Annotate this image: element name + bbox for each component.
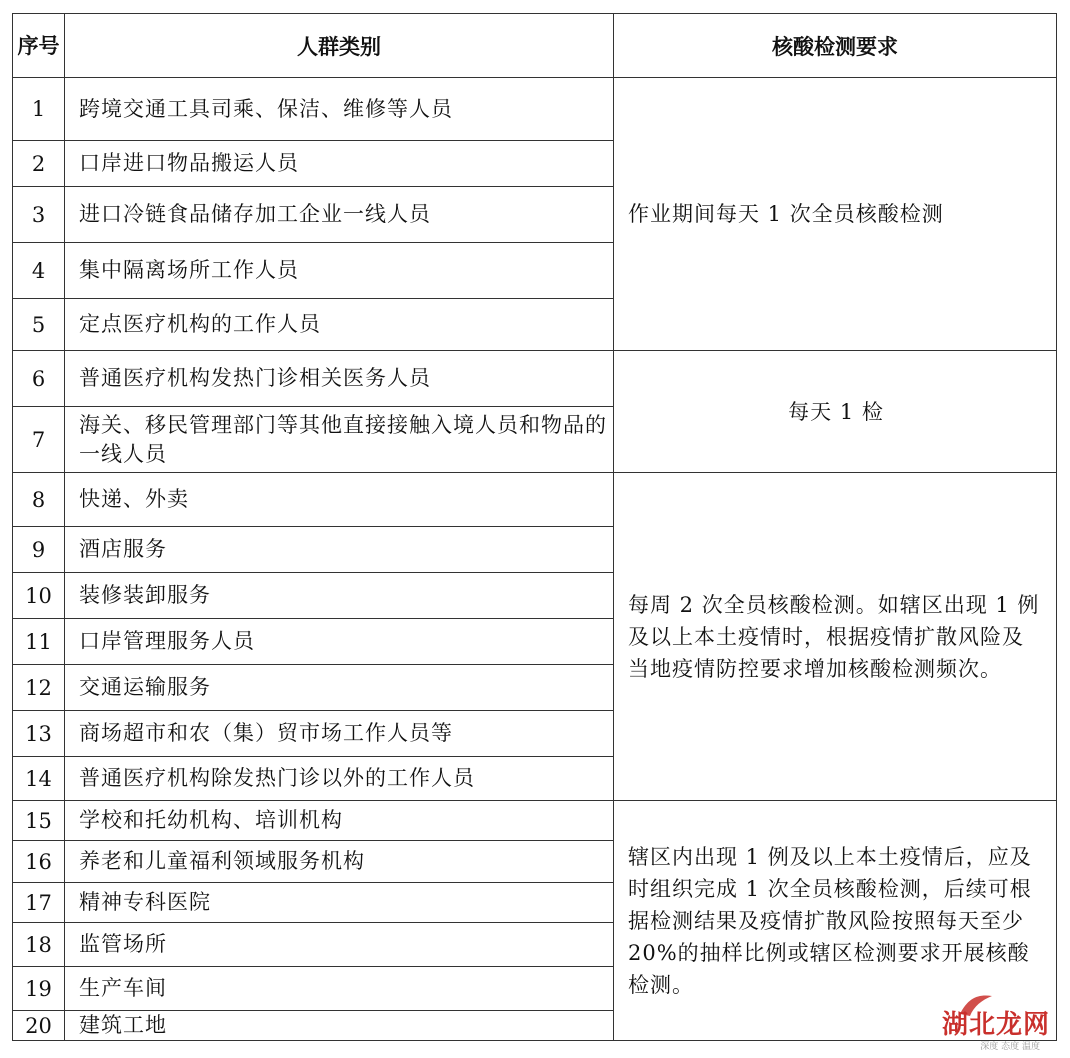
header-category: 人群类别: [65, 14, 614, 78]
table-row: [13, 78, 1057, 141]
row-category: 跨境交通工具司乘、保洁、维修等人员: [65, 78, 614, 141]
table-row: [13, 351, 1057, 407]
row-category: 学校和托幼机构、培训机构: [65, 801, 614, 841]
row-category: 酒店服务: [65, 527, 614, 573]
table-row: [13, 801, 1057, 841]
row-category: 商场超市和农（集）贸市场工作人员等: [65, 711, 614, 757]
row-category: 海关、移民管理部门等其他直接接触入境人员和物品的一线人员: [65, 407, 614, 473]
row-number: 10: [13, 573, 65, 619]
header-seq: 序号: [13, 14, 65, 78]
row-category: 口岸管理服务人员: [65, 619, 614, 665]
testing-requirements-table: [12, 13, 1057, 1041]
row-number: 16: [13, 841, 65, 883]
row-category: 精神专科医院: [65, 883, 614, 923]
row-number: 14: [13, 757, 65, 801]
row-number: 2: [13, 141, 65, 187]
site-watermark: [928, 1000, 1058, 1052]
requirement-group-4: 辖区内出现 1 例及以上本土疫情后，应及时组织完成 1 次全员核酸检测，后续可根据检测结果及疫情扩散风险按照每天至少 20%的抽样比例或辖区检测要求开展核酸检测。: [614, 801, 1057, 1041]
row-number: 15: [13, 801, 65, 841]
row-number: 18: [13, 923, 65, 967]
row-category: 建筑工地: [65, 1011, 614, 1041]
requirement-group-2: 每天 1 检: [614, 351, 1057, 473]
row-number: 19: [13, 967, 65, 1011]
row-number: 7: [13, 407, 65, 473]
row-number: 8: [13, 473, 65, 527]
row-number: 11: [13, 619, 65, 665]
row-number: 17: [13, 883, 65, 923]
watermark-logo-text: 湖北龙网: [941, 1010, 1050, 1040]
row-number: 3: [13, 187, 65, 243]
row-number: 1: [13, 78, 65, 141]
requirement-group-3: 每周 2 次全员核酸检测。如辖区出现 1 例及以上本土疫情时，根据疫情扩散风险及当地疫情防控要求增加核酸检测频次。: [614, 473, 1057, 801]
row-number: 9: [13, 527, 65, 573]
row-category: 装修装卸服务: [65, 573, 614, 619]
row-category: 定点医疗机构的工作人员: [65, 299, 614, 351]
table-header-row: [13, 14, 1057, 78]
row-number: 5: [13, 299, 65, 351]
row-category: 普通医疗机构发热门诊相关医务人员: [65, 351, 614, 407]
row-category: 交通运输服务: [65, 665, 614, 711]
row-category: 快递、外卖: [65, 473, 614, 527]
row-category: 监管场所: [65, 923, 614, 967]
row-category: 普通医疗机构除发热门诊以外的工作人员: [65, 757, 614, 801]
header-requirement: 核酸检测要求: [614, 14, 1057, 78]
requirement-group-1: 作业期间每天 1 次全员核酸检测: [614, 78, 1057, 351]
row-number: 4: [13, 243, 65, 299]
table-row: [13, 473, 1057, 527]
row-number: 12: [13, 665, 65, 711]
watermark-slogan: 深度 态度 温度: [980, 1042, 1040, 1052]
row-category: 养老和儿童福利领域服务机构: [65, 841, 614, 883]
row-category: 进口冷链食品储存加工企业一线人员: [65, 187, 614, 243]
row-number: 20: [13, 1011, 65, 1041]
row-category: 集中隔离场所工作人员: [65, 243, 614, 299]
row-category: 口岸进口物品搬运人员: [65, 141, 614, 187]
row-category: 生产车间: [65, 967, 614, 1011]
row-number: 6: [13, 351, 65, 407]
row-number: 13: [13, 711, 65, 757]
